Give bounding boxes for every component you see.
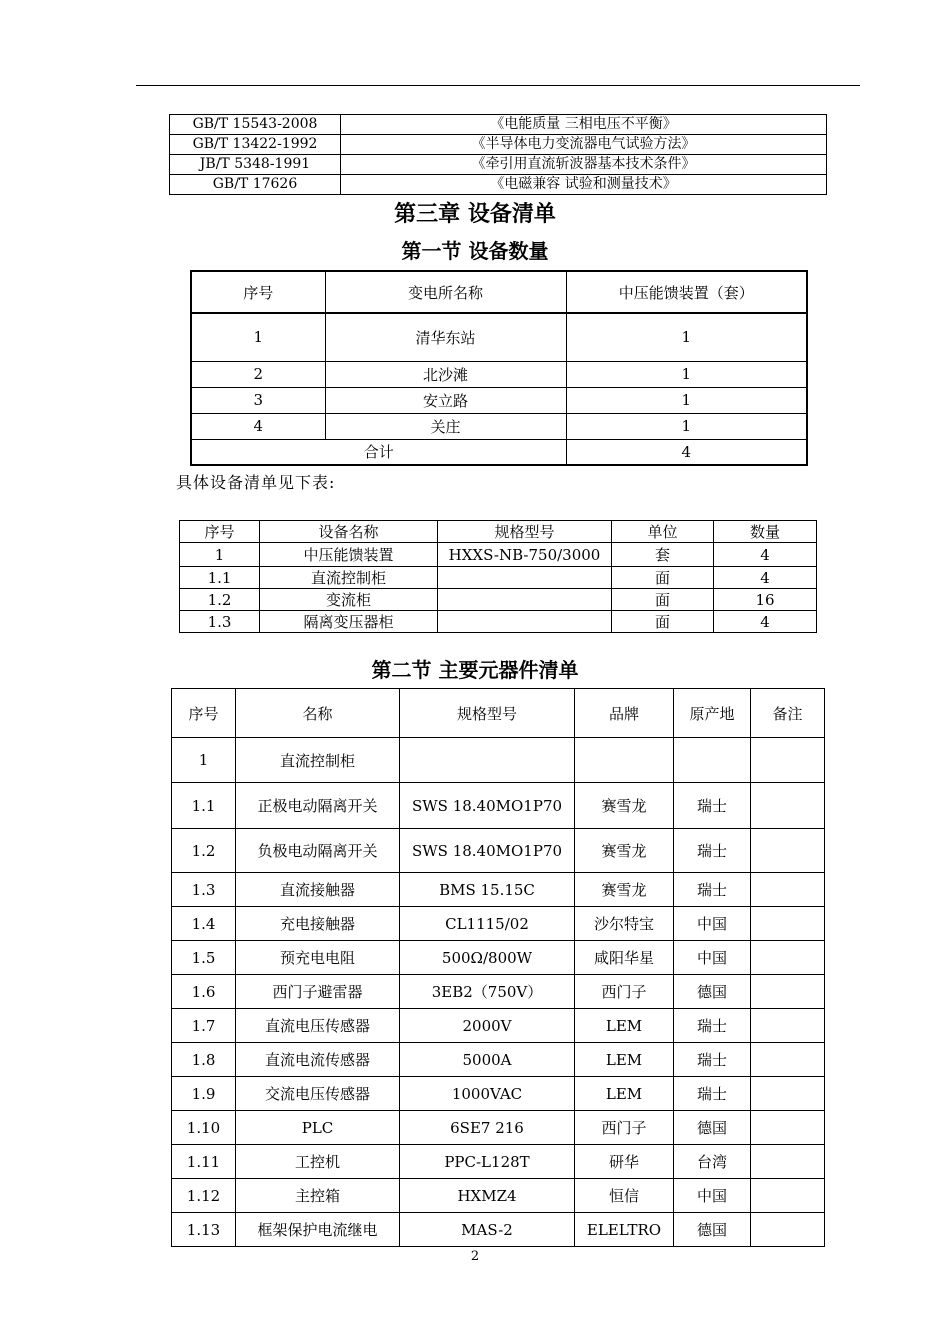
table-cell: 1.9 — [172, 1077, 236, 1111]
table-cell: 赛雪龙 — [575, 829, 674, 873]
table-cell: SWS 18.40MO1P70 — [400, 783, 575, 829]
table-cell: SWS 18.40MO1P70 — [400, 829, 575, 873]
table-row — [172, 1213, 825, 1247]
table-row — [170, 155, 827, 175]
table-cell: 1 — [566, 387, 807, 413]
table-cell — [438, 611, 612, 633]
table-cell: 1.8 — [172, 1043, 236, 1077]
table-cell — [751, 738, 825, 783]
table-cell: 3 — [191, 387, 325, 413]
table-row — [172, 941, 825, 975]
table-cell: 4 — [714, 543, 817, 567]
column-header: 规格型号 — [438, 521, 612, 543]
table-cell — [674, 738, 751, 783]
table-cell — [751, 1043, 825, 1077]
table-cell: 清华东站 — [325, 313, 566, 361]
table-cell: 1 — [566, 361, 807, 387]
total-label: 合计 — [191, 439, 566, 465]
table-row — [172, 1145, 825, 1179]
table-cell: 中国 — [674, 907, 751, 941]
column-header: 规格型号 — [400, 689, 575, 738]
table-cell: 直流电压传感器 — [236, 1009, 400, 1043]
table-cell: 直流控制柜 — [260, 567, 438, 589]
table-cell — [575, 738, 674, 783]
table-cell — [400, 738, 575, 783]
table-cell: 4 — [714, 567, 817, 589]
table-cell: 1.3 — [172, 873, 236, 907]
standard-code: GB/T 13422-1992 — [170, 135, 341, 155]
table-row — [170, 115, 827, 135]
table-cell: 预充电电阻 — [236, 941, 400, 975]
table-row — [172, 1043, 825, 1077]
table-cell: 安立路 — [325, 387, 566, 413]
standard-code: GB/T 15543-2008 — [170, 115, 341, 135]
table-cell: 1.2 — [180, 589, 260, 611]
standard-title: 《电能质量 三相电压不平衡》 — [341, 115, 827, 135]
table-row — [170, 175, 827, 195]
table-cell — [751, 1145, 825, 1179]
table-cell: 德国 — [674, 1213, 751, 1247]
table-cell: 框架保护电流继电 — [236, 1213, 400, 1247]
table-cell: LEM — [575, 1077, 674, 1111]
standards-table — [169, 114, 827, 195]
standard-title: 《半导体电力变流器电气试验方法》 — [341, 135, 827, 155]
table-cell: PPC-L128T — [400, 1145, 575, 1179]
table-row — [172, 1111, 825, 1145]
table-header-row — [172, 689, 825, 738]
table-cell: 1.3 — [180, 611, 260, 633]
table-cell: 1.4 — [172, 907, 236, 941]
table-cell — [751, 1077, 825, 1111]
table-cell — [438, 589, 612, 611]
table-row — [191, 361, 807, 387]
table-row — [180, 611, 817, 633]
table-cell: 套 — [612, 543, 714, 567]
column-header: 名称 — [236, 689, 400, 738]
table-cell: 隔离变压器柜 — [260, 611, 438, 633]
table-cell: 瑞士 — [674, 829, 751, 873]
table-row — [172, 873, 825, 907]
table-cell — [751, 829, 825, 873]
table-cell: 4 — [191, 413, 325, 439]
table-row — [180, 543, 817, 567]
table-cell: 台湾 — [674, 1145, 751, 1179]
table-cell: 充电接触器 — [236, 907, 400, 941]
table-cell: 中国 — [674, 1179, 751, 1213]
column-header: 备注 — [751, 689, 825, 738]
table-cell: 1000VAC — [400, 1077, 575, 1111]
table-cell: 1.11 — [172, 1145, 236, 1179]
table-cell: 咸阳华星 — [575, 941, 674, 975]
table-cell: 1.1 — [172, 783, 236, 829]
column-header: 原产地 — [674, 689, 751, 738]
table-cell: 面 — [612, 567, 714, 589]
section-title: 第二节 主要元器件清单 — [371, 658, 579, 682]
table-cell: PLC — [236, 1111, 400, 1145]
table-cell: 1.5 — [172, 941, 236, 975]
standard-title: 《牵引用直流斩波器基本技术条件》 — [341, 155, 827, 175]
table-cell: 关庄 — [325, 413, 566, 439]
table-cell: 1 — [191, 313, 325, 361]
table-cell — [751, 975, 825, 1009]
table-cell: 德国 — [674, 1111, 751, 1145]
table-cell: ELELTRO — [575, 1213, 674, 1247]
table-cell: 1 — [566, 413, 807, 439]
table-cell: 1.12 — [172, 1179, 236, 1213]
table-cell: 中国 — [674, 941, 751, 975]
table-cell: 1 — [172, 738, 236, 783]
table-cell: 正极电动隔离开关 — [236, 783, 400, 829]
table-cell — [751, 1111, 825, 1145]
column-header: 序号 — [172, 689, 236, 738]
table-cell — [751, 1213, 825, 1247]
column-header: 数量 — [714, 521, 817, 543]
table-cell: 沙尔特宝 — [575, 907, 674, 941]
table-row — [180, 589, 817, 611]
table-row — [180, 567, 817, 589]
table-cell: 北沙滩 — [325, 361, 566, 387]
table-cell: 1.6 — [172, 975, 236, 1009]
table-row — [172, 907, 825, 941]
table-row — [172, 975, 825, 1009]
table-cell — [751, 1179, 825, 1213]
table-cell: 面 — [612, 611, 714, 633]
table-cell: HXMZ4 — [400, 1179, 575, 1213]
column-header: 中压能馈装置（套） — [566, 271, 807, 313]
table-cell: HXXS-NB-750/3000 — [438, 543, 612, 567]
standard-code: GB/T 17626 — [170, 175, 341, 195]
column-header: 变电所名称 — [325, 271, 566, 313]
table-cell: 西门子 — [575, 975, 674, 1009]
table-cell: 2 — [191, 361, 325, 387]
table-cell: 交流电压传感器 — [236, 1077, 400, 1111]
column-header: 设备名称 — [260, 521, 438, 543]
table-cell: 主控箱 — [236, 1179, 400, 1213]
table-cell: 瑞士 — [674, 1043, 751, 1077]
table-cell: 变流柜 — [260, 589, 438, 611]
component-table — [171, 688, 825, 1247]
table-cell: 恒信 — [575, 1179, 674, 1213]
table-cell: 1.13 — [172, 1213, 236, 1247]
table-cell: 瑞士 — [674, 783, 751, 829]
standard-title: 《电磁兼容 试验和测量技术》 — [341, 175, 827, 195]
table-row — [191, 387, 807, 413]
table-cell: 西门子 — [575, 1111, 674, 1145]
table-cell: 6SE7 216 — [400, 1111, 575, 1145]
table-cell: 瑞士 — [674, 1009, 751, 1043]
table-cell: 1.7 — [172, 1009, 236, 1043]
total-value: 4 — [566, 439, 807, 465]
table-cell: 1.1 — [180, 567, 260, 589]
table-cell — [751, 873, 825, 907]
table-header-row — [180, 521, 817, 543]
column-header: 序号 — [191, 271, 325, 313]
chapter-title: 第三章 设备清单 — [394, 202, 556, 227]
table-cell: 5000A — [400, 1043, 575, 1077]
table-row — [170, 135, 827, 155]
table-cell: 负极电动隔离开关 — [236, 829, 400, 873]
table-cell: 瑞士 — [674, 1077, 751, 1111]
table-cell: 直流电流传感器 — [236, 1043, 400, 1077]
table-header-row — [191, 271, 807, 313]
equipment-quantity-table — [190, 270, 808, 466]
table-cell: 4 — [714, 611, 817, 633]
table-cell: 1 — [180, 543, 260, 567]
table-row — [191, 413, 807, 439]
table-cell: 西门子避雷器 — [236, 975, 400, 1009]
header-rule — [136, 85, 860, 86]
table-cell — [751, 783, 825, 829]
table-cell: 赛雪龙 — [575, 873, 674, 907]
equipment-list-table — [179, 520, 817, 633]
table-cell: CL1115/02 — [400, 907, 575, 941]
table-cell: 2000V — [400, 1009, 575, 1043]
table-cell: 赛雪龙 — [575, 783, 674, 829]
table-cell: 500Ω/800W — [400, 941, 575, 975]
table-cell: 直流接触器 — [236, 873, 400, 907]
total-row — [191, 439, 807, 465]
table-row — [172, 1077, 825, 1111]
table-cell: LEM — [575, 1009, 674, 1043]
table-cell: LEM — [575, 1043, 674, 1077]
column-header: 序号 — [180, 521, 260, 543]
table-row — [172, 738, 825, 783]
table-cell: MAS-2 — [400, 1213, 575, 1247]
table-cell: 16 — [714, 589, 817, 611]
standard-code: JB/T 5348-1991 — [170, 155, 341, 175]
table-cell: 工控机 — [236, 1145, 400, 1179]
table-cell — [751, 941, 825, 975]
table-cell: 中压能馈装置 — [260, 543, 438, 567]
table-cell: 1.10 — [172, 1111, 236, 1145]
table-row — [191, 313, 807, 361]
table-cell: 德国 — [674, 975, 751, 1009]
table-cell: 面 — [612, 589, 714, 611]
table-row — [172, 783, 825, 829]
table-row — [172, 1009, 825, 1043]
column-header: 单位 — [612, 521, 714, 543]
table-cell: 研华 — [575, 1145, 674, 1179]
table-cell: 3EB2（750V） — [400, 975, 575, 1009]
table-cell: 1 — [566, 313, 807, 361]
table-row — [172, 829, 825, 873]
table-row — [172, 1179, 825, 1213]
section-title: 第一节 设备数量 — [401, 239, 549, 263]
table-cell — [438, 567, 612, 589]
table-cell — [751, 907, 825, 941]
table-cell: 1.2 — [172, 829, 236, 873]
table-cell — [751, 1009, 825, 1043]
table-cell: 瑞士 — [674, 873, 751, 907]
column-header: 品牌 — [575, 689, 674, 738]
table-cell: 直流控制柜 — [236, 738, 400, 783]
note-text: 具体设备清单见下表: — [176, 473, 336, 492]
page-number: 2 — [470, 1249, 480, 1264]
table-cell: BMS 15.15C — [400, 873, 575, 907]
